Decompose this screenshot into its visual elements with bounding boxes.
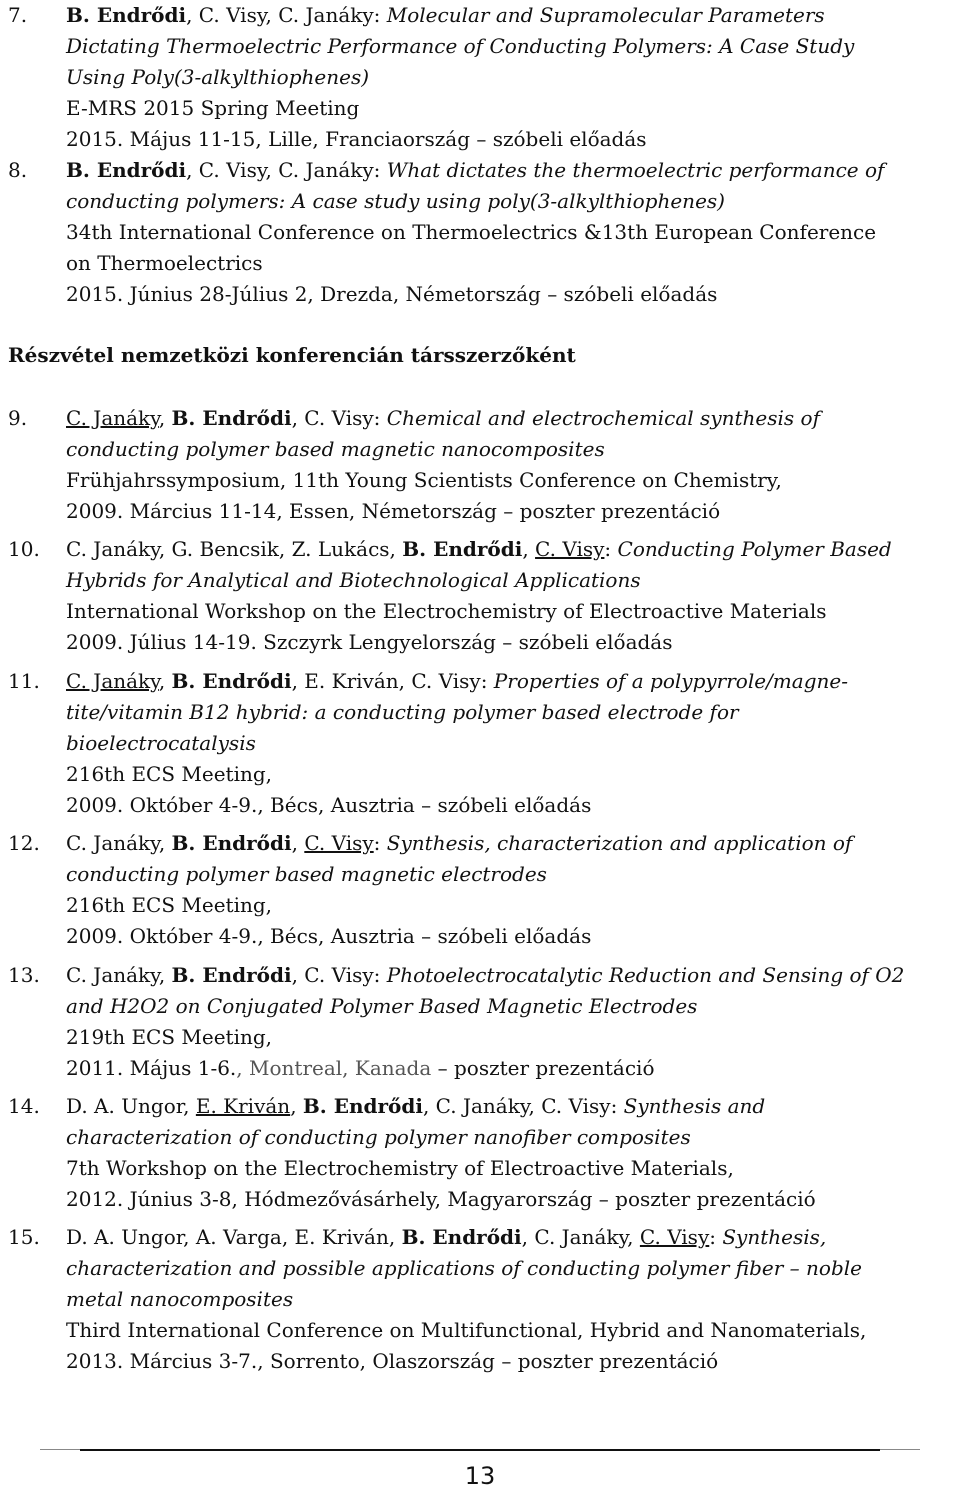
section-heading: Részvétel nemzetközi konferencián társszerzőként xyxy=(8,343,576,367)
entry-authors-line xyxy=(66,828,952,859)
entry-authors-line xyxy=(66,0,952,31)
entry-title: Dictating Thermoelectric Performance of Conducting Polymers: A Case Study xyxy=(66,34,855,58)
entry-title: Photoelectrocatalytic Reduction and Sensing of O2 xyxy=(386,963,905,987)
entry-title: Hybrids for Analytical and Biotechnological Applications xyxy=(66,568,641,592)
entry-authors-line xyxy=(66,960,952,991)
date-part: , Montreal, Kanada xyxy=(236,1056,432,1080)
entry-body xyxy=(66,1222,952,1377)
entry-title: metal nanocomposites xyxy=(66,1287,294,1311)
author-text: E. Kriván xyxy=(195,1094,291,1118)
entry-number: 15. xyxy=(8,1225,40,1249)
author-highlight: B. Endrődi xyxy=(171,831,292,855)
entry-date-location xyxy=(66,1053,952,1084)
author-text: : xyxy=(373,831,387,855)
entry-number: 10. xyxy=(8,537,40,561)
author-text: D. A. Ungor, A. Varga, E. Kriván, xyxy=(66,1225,402,1249)
author-text: , C. Visy: xyxy=(291,963,387,987)
author-text: , C. Visy, C. Janáky: xyxy=(186,158,387,182)
author-highlight: B. Endrődi xyxy=(66,3,187,27)
author-text: C. Visy xyxy=(639,1225,710,1249)
entry-venue: 34th International Conference on Thermoelectrics &13th European Conference xyxy=(66,220,877,244)
entry-body xyxy=(66,960,952,1084)
entry-venue: E-MRS 2015 Spring Meeting xyxy=(66,96,360,120)
entry-number: 7. xyxy=(8,3,28,27)
entry-venue: on Thermoelectrics xyxy=(66,251,263,275)
entry-title: conducting polymer based magnetic nanocomposites xyxy=(66,437,605,461)
entry-title: conducting polymer based magnetic electrodes xyxy=(66,862,547,886)
author-highlight: B. Endrődi xyxy=(66,158,187,182)
entry-title: tite/vitamin B12 hybrid: a conducting polymer based electrode for xyxy=(66,700,739,724)
entry-title: Synthesis, characterization and application of xyxy=(386,831,853,855)
date-part: 2011. Május 1-6. xyxy=(66,1056,237,1080)
entry-title: and H2O2 on Conjugated Polymer Based Magnetic Electrodes xyxy=(66,994,698,1018)
author-text: , C. Janáky, C. Visy: xyxy=(422,1094,624,1118)
author-highlight: B. Endrődi xyxy=(302,1094,423,1118)
author-text: , C. Visy: xyxy=(291,406,387,430)
entry-title: bioelectrocatalysis xyxy=(66,731,256,755)
entry-venue: International Workshop on the Electrochemistry of Electroactive Materials xyxy=(66,599,827,623)
date-part: – poszter prezentáció xyxy=(431,1056,655,1080)
author-text: , xyxy=(158,406,172,430)
author-highlight: B. Endrődi xyxy=(171,669,292,693)
author-text: C. Visy xyxy=(535,537,605,561)
author-highlight: B. Endrődi xyxy=(401,1225,522,1249)
entry-title: Conducting Polymer Based xyxy=(617,537,892,561)
entry-date-location: 2009. Március 11-14, Essen, Németország – poszter prezentáció xyxy=(66,499,721,523)
entry-number: 9. xyxy=(8,406,28,430)
author-highlight: B. Endrődi xyxy=(402,537,523,561)
entry-venue: 219th ECS Meeting, xyxy=(66,1025,273,1049)
entry-body xyxy=(66,1091,952,1215)
entry-authors-line xyxy=(66,155,952,186)
entry-date-location: 2012. Június 3-8, Hódmezővásárhely, Magyarország – poszter prezentáció xyxy=(66,1187,816,1211)
author-text: , E. Kriván, C. Visy: xyxy=(291,669,494,693)
author-text: C. Janáky xyxy=(66,669,159,693)
author-text: , xyxy=(522,537,536,561)
entry-body xyxy=(66,155,952,310)
entry-body xyxy=(66,0,952,155)
author-text: C. Janáky xyxy=(66,406,159,430)
author-highlight: B. Endrődi xyxy=(171,406,292,430)
entry-number: 8. xyxy=(8,158,28,182)
entry-authors-line xyxy=(66,534,952,565)
entry-body xyxy=(66,534,952,658)
author-text: C. Visy xyxy=(304,831,374,855)
entry-title: Synthesis, xyxy=(722,1225,827,1249)
author-text: , xyxy=(291,831,305,855)
entry-title: Molecular and Supramolecular Parameters xyxy=(386,3,825,27)
entry-venue: Frühjahrssymposium, 11th Young Scientists Conference on Chemistry, xyxy=(66,468,782,492)
entry-body xyxy=(66,666,952,821)
page-number: 13 xyxy=(464,1462,496,1490)
footer-rule-dark xyxy=(80,1449,880,1451)
entry-number: 13. xyxy=(8,963,40,987)
entry-authors-line xyxy=(66,666,952,697)
entry-title: Properties of a polypyrrole/magne- xyxy=(493,669,848,693)
author-text: , xyxy=(290,1094,303,1118)
entry-venue: 216th ECS Meeting, xyxy=(66,762,273,786)
entry-title: characterization of conducting polymer nanofiber composites xyxy=(66,1125,691,1149)
author-text: , C. Janáky, xyxy=(521,1225,640,1249)
entry-venue: Third International Conference on Multifunctional, Hybrid and Nanomaterials, xyxy=(66,1318,867,1342)
entry-venue: 7th Workshop on the Electrochemistry of Electroactive Materials, xyxy=(66,1156,734,1180)
entry-number: 14. xyxy=(8,1094,40,1118)
entry-title: What dictates the thermoelectric performance of xyxy=(386,158,885,182)
author-text: , xyxy=(158,669,172,693)
entry-title: characterization and possible applications of conducting polymer fiber – noble xyxy=(66,1256,862,1280)
author-text: : xyxy=(709,1225,723,1249)
author-text: C. Janáky, xyxy=(66,963,172,987)
entry-date-location: 2009. Október 4-9., Bécs, Ausztria – szóbeli előadás xyxy=(66,793,592,817)
author-text: : xyxy=(604,537,618,561)
author-highlight: B. Endrődi xyxy=(171,963,292,987)
entry-title: Synthesis and xyxy=(623,1094,766,1118)
author-text: , C. Visy, C. Janáky: xyxy=(186,3,387,27)
entry-authors-line xyxy=(66,403,952,434)
author-text: C. Janáky, xyxy=(66,831,172,855)
entry-number: 12. xyxy=(8,831,40,855)
entry-venue: 216th ECS Meeting, xyxy=(66,893,273,917)
entry-date-location: 2015. Május 11-15, Lille, Franciaország – szóbeli előadás xyxy=(66,127,647,151)
entry-authors-line xyxy=(66,1091,952,1122)
entry-authors-line xyxy=(66,1222,952,1253)
entry-body xyxy=(66,828,952,952)
author-text: D. A. Ungor, xyxy=(66,1094,196,1118)
entry-date-location: 2009. Október 4-9., Bécs, Ausztria – szóbeli előadás xyxy=(66,924,592,948)
entry-body xyxy=(66,403,952,527)
entry-date-location: 2009. Július 14-19. Szczyrk Lengyelország – szóbeli előadás xyxy=(66,630,673,654)
entry-number: 11. xyxy=(8,669,40,693)
entry-title: conducting polymers: A case study using poly(3-alkylthiophenes) xyxy=(66,189,725,213)
entry-title: Chemical and electrochemical synthesis of xyxy=(386,406,820,430)
entry-date-location: 2015. Június 28-Július 2, Drezda, Németország – szóbeli előadás xyxy=(66,282,718,306)
author-text: C. Janáky, G. Bencsik, Z. Lukács, xyxy=(66,537,403,561)
entry-date-location: 2013. Március 3-7., Sorrento, Olaszország – poszter prezentáció xyxy=(66,1349,719,1373)
entry-title: Using Poly(3-alkylthiophenes) xyxy=(66,65,370,89)
